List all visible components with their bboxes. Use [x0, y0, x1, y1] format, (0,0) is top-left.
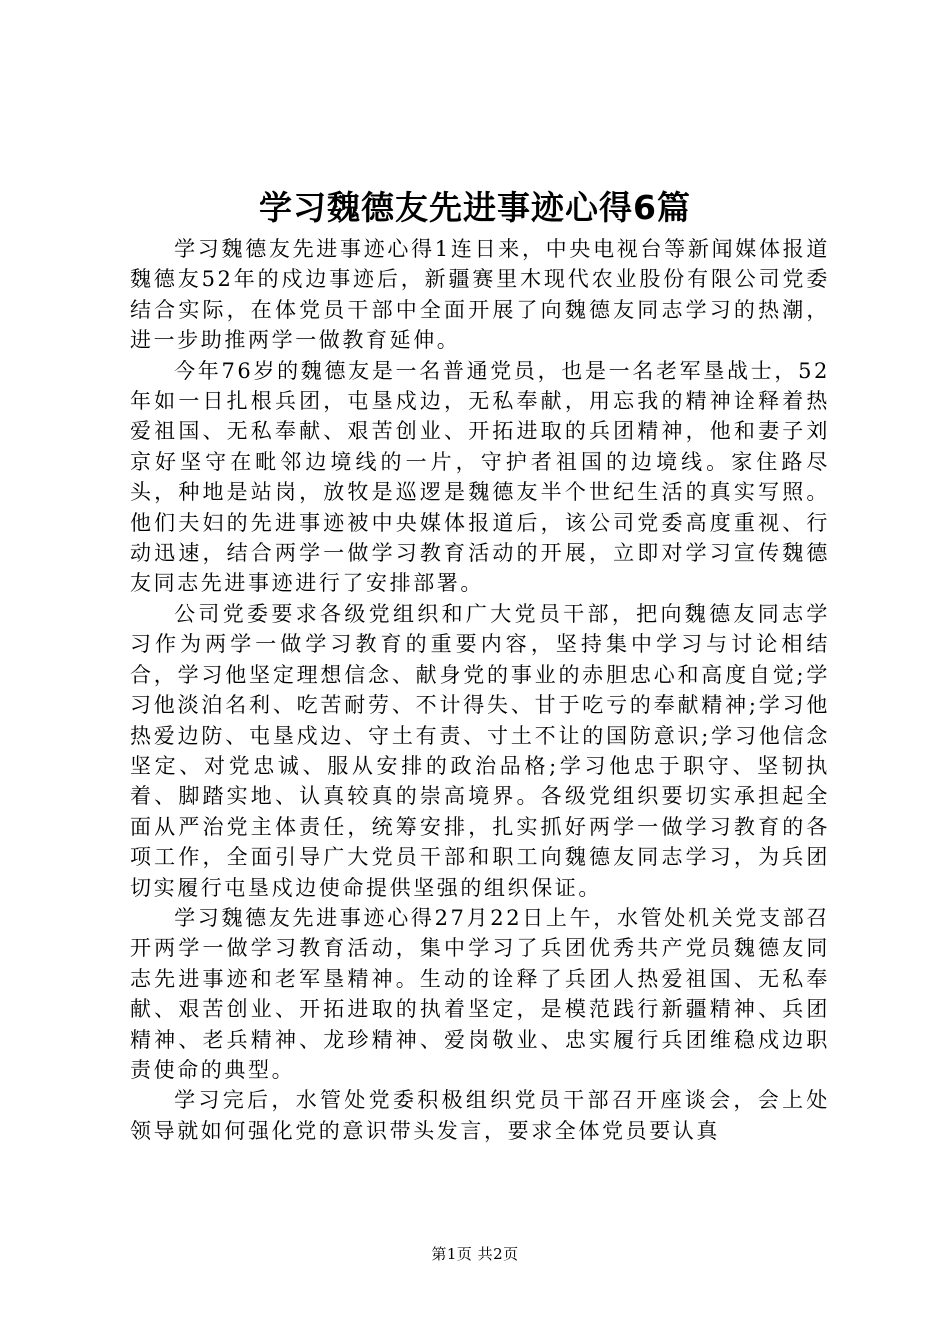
- page-footer: 第1页 共2页: [431, 1245, 519, 1263]
- paragraph: 今年76岁的魏德友是一名普通党员，也是一名老军垦战士，52年如一日扎根兵团，屯垦戍边，无私奉献，用忘我的精神诠释着热爱祖国、无私奉献、艰苦创业、开拓进取的兵团精神，他和妻子刘京好坚守在毗邻边境线的一片，守护者祖国的边境线。家住路尽头，种地是站岗，放牧是巡逻是魏德友半个世纪生活的真实写照。他们夫妇的先进事迹被中央媒体报道后，该公司党委高度重视、行动迅速，结合两学一做学习教育活动的开展，立即对学习宣传魏德友同志先进事迹进行了安排部署。: [130, 358, 830, 596]
- document-body: [130, 234, 830, 1146]
- paragraph: 学习魏德友先进事迹心得27月22日上午，水管处机关党支部召开两学一做学习教育活动，集中学习了兵团优秀共产党员魏德友同志先进事迹和老军垦精神。生动的诠释了兵团人热爱祖国、无私奉献、艰苦创业、开拓进取的执着坚定，是模范践行新疆精神、兵团精神、老兵精神、龙珍精神、爱岗敬业、忠实履行兵团维稳戍边职责使命的典型。: [130, 905, 830, 1082]
- paragraph: 学习魏德友先进事迹心得1连日来，中央电视台等新闻媒体报道魏德友52年的戍边事迹后，新疆赛里木现代农业股份有限公司党委结合实际，在体党员干部中全面开展了向魏德友同志学习的热潮，进一步助推两学一做教育延伸。: [130, 237, 830, 353]
- paragraph: 学习完后，水管处党委积极组织党员干部召开座谈会，会上处领导就如何强化党的意识带头发言，要求全体党员要认真: [130, 1088, 830, 1143]
- paragraph: 公司党委要求各级党组织和广大党员干部，把向魏德友同志学习作为两学一做学习教育的重要内容，坚持集中学习与讨论相结合，学习他坚定理想信念、献身党的事业的赤胆忠心和高度自觉;学习他淡泊名利、吃苦耐劳、不计得失、甘于吃亏的奉献精神;学习他热爱边防、屯垦戍边、守土有责、寸土不让的国防意识;学习他信念坚定、对党忠诚、服从安排的政治品格;学习他忠于职守、坚韧执着、脚踏实地、认真较真的崇高境界。各级党组织要切实承担起全面从严治党主体责任，统筹安排，扎实抓好两学一做学习教育的各项工作，全面引导广大党员干部和职工向魏德友同志学习，为兵团切实履行屯垦戍边使命提供坚强的组织保证。: [130, 601, 830, 900]
- document-title: 学习魏德友先进事迹心得6篇: [259, 188, 691, 227]
